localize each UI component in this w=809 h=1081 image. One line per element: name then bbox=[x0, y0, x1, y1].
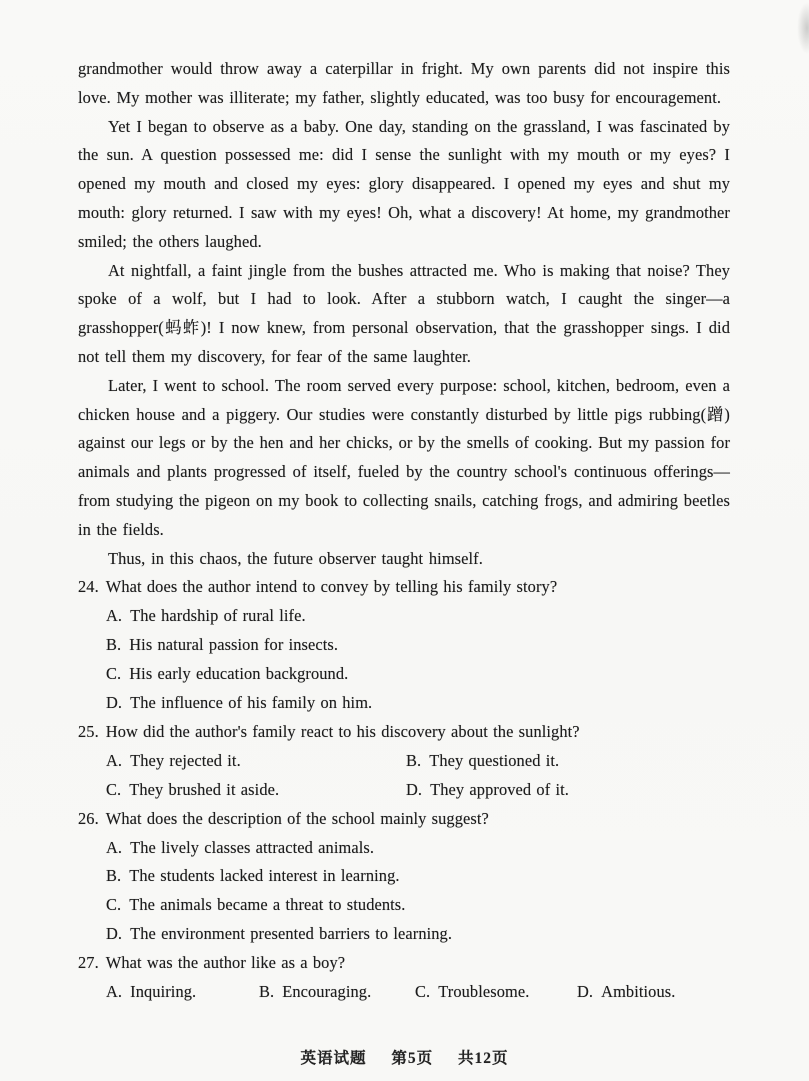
option-text: The environment presented barriers to learning. bbox=[130, 924, 453, 944]
option-label: A. bbox=[106, 750, 123, 770]
option-label: D. bbox=[406, 779, 423, 799]
passage-paragraph: Thus, in this chaos, the future observer taught himself. bbox=[108, 548, 483, 568]
option-text: The students lacked interest in learning. bbox=[129, 866, 400, 886]
question-26-options bbox=[78, 834, 730, 950]
option-label: A. bbox=[106, 982, 123, 1002]
option-label: D. bbox=[577, 982, 594, 1002]
option-label: D. bbox=[106, 692, 123, 712]
option-25-b bbox=[406, 747, 730, 776]
option-25-c bbox=[106, 776, 406, 805]
passage-paragraph: Later, I went to school. The room served every purpose: school, kitchen, bedroom, even a chicken house and a piggery. Our studies were constantly disturbed by little pigs rubbing(蹭) against our legs or by the hen and her chicks, or by the smells of cooking. But my passion for animals and plants progressed of itself, fueled by the country school's continuous offerings—from studying the pigeon on my book to collecting snails, catching frogs, and admiring beetles in the fields. bbox=[78, 375, 730, 539]
option-26-c bbox=[106, 891, 730, 920]
question-25 bbox=[78, 718, 730, 805]
option-text: They questioned it. bbox=[429, 750, 560, 770]
passage-paragraph: At nightfall, a faint jingle from the bushes attracted me. Who is making that noise? They spoke of a wolf, but I had to look. After a stubborn watch, I caught the singer—a grasshopper(蚂蚱)! I now knew, from personal observation, that the grasshopper sings. I did not tell them my discovery, for fear of the same laughter. bbox=[78, 260, 730, 366]
question-text: What was the author like as a boy? bbox=[105, 953, 346, 973]
question-number: 26. bbox=[78, 808, 99, 828]
option-text: The animals became a threat to students. bbox=[129, 895, 406, 915]
question-26-stem bbox=[78, 805, 730, 834]
questions-section bbox=[78, 573, 730, 1007]
question-27-options bbox=[78, 978, 730, 1007]
passage-paragraph: grandmother would throw away a caterpillar in fright. My own parents did not inspire this love. My mother was illiterate; my father, slightly educated, was too busy for encouragement. bbox=[78, 59, 730, 107]
question-24 bbox=[78, 573, 730, 718]
footer-total-pages: 共12页 bbox=[458, 1050, 509, 1067]
option-26-a bbox=[106, 834, 730, 863]
option-label: C. bbox=[106, 895, 122, 915]
option-text: The hardship of rural life. bbox=[130, 606, 306, 626]
scan-artifact bbox=[797, 2, 809, 54]
option-27-b bbox=[259, 978, 415, 1007]
question-number: 27. bbox=[78, 953, 99, 973]
option-24-d bbox=[106, 689, 730, 718]
option-text: Encouraging. bbox=[282, 982, 372, 1002]
question-number: 25. bbox=[78, 721, 99, 741]
option-label: B. bbox=[259, 982, 275, 1002]
option-27-a bbox=[106, 978, 259, 1007]
reading-passage bbox=[78, 55, 730, 573]
option-label: C. bbox=[106, 779, 122, 799]
option-text: They brushed it aside. bbox=[129, 779, 280, 799]
option-26-d bbox=[106, 920, 730, 949]
option-text: The influence of his family on him. bbox=[130, 692, 373, 712]
option-24-c bbox=[106, 660, 730, 689]
option-label: B. bbox=[406, 750, 422, 770]
page-footer bbox=[0, 1046, 809, 1068]
option-text: They approved of it. bbox=[430, 779, 569, 799]
question-25-options bbox=[78, 747, 730, 805]
option-26-b bbox=[106, 862, 730, 891]
footer-page-number: 第5页 bbox=[391, 1050, 434, 1067]
option-25-a bbox=[106, 747, 406, 776]
question-26 bbox=[78, 805, 730, 950]
option-27-d bbox=[577, 978, 730, 1007]
option-label: C. bbox=[106, 664, 122, 684]
option-text: They rejected it. bbox=[130, 750, 241, 770]
option-text: The lively classes attracted animals. bbox=[130, 837, 375, 857]
option-label: B. bbox=[106, 635, 122, 655]
passage-paragraph: Yet I began to observe as a baby. One day, standing on the grassland, I was fascinated by the sun. A question possessed me: did I sense the sunlight with my mouth or my eyes? I opened my mouth and closed my eyes: glory disappeared. I opened my eyes and shut my mouth: glory returned. I saw with my eyes! Oh, what a discovery! At home, my grandmother smiled; the others laughed. bbox=[78, 116, 730, 251]
option-text: Inquiring. bbox=[130, 982, 197, 1002]
option-label: A. bbox=[106, 606, 123, 626]
question-text: What does the author intend to convey by telling his family story? bbox=[105, 577, 558, 597]
question-number: 24. bbox=[78, 577, 99, 597]
option-24-b bbox=[106, 631, 730, 660]
question-text: What does the description of the school mainly suggest? bbox=[105, 808, 489, 828]
question-27 bbox=[78, 949, 730, 1007]
option-25-d bbox=[406, 776, 730, 805]
option-24-a bbox=[106, 602, 730, 631]
question-27-stem bbox=[78, 949, 730, 978]
option-label: D. bbox=[106, 924, 123, 944]
option-text: His natural passion for insects. bbox=[129, 635, 339, 655]
option-text: Troublesome. bbox=[438, 982, 530, 1002]
option-label: A. bbox=[106, 837, 123, 857]
option-label: B. bbox=[106, 866, 122, 886]
question-24-options bbox=[78, 602, 730, 718]
question-24-stem bbox=[78, 573, 730, 602]
question-text: How did the author's family react to his discovery about the sunlight? bbox=[105, 721, 580, 741]
footer-exam-title: 英语试题 bbox=[300, 1050, 367, 1067]
option-text: Ambitious. bbox=[601, 982, 676, 1002]
option-text: His early education background. bbox=[129, 664, 349, 684]
option-label: C. bbox=[415, 982, 431, 1002]
option-27-c bbox=[415, 978, 577, 1007]
question-25-stem bbox=[78, 718, 730, 747]
